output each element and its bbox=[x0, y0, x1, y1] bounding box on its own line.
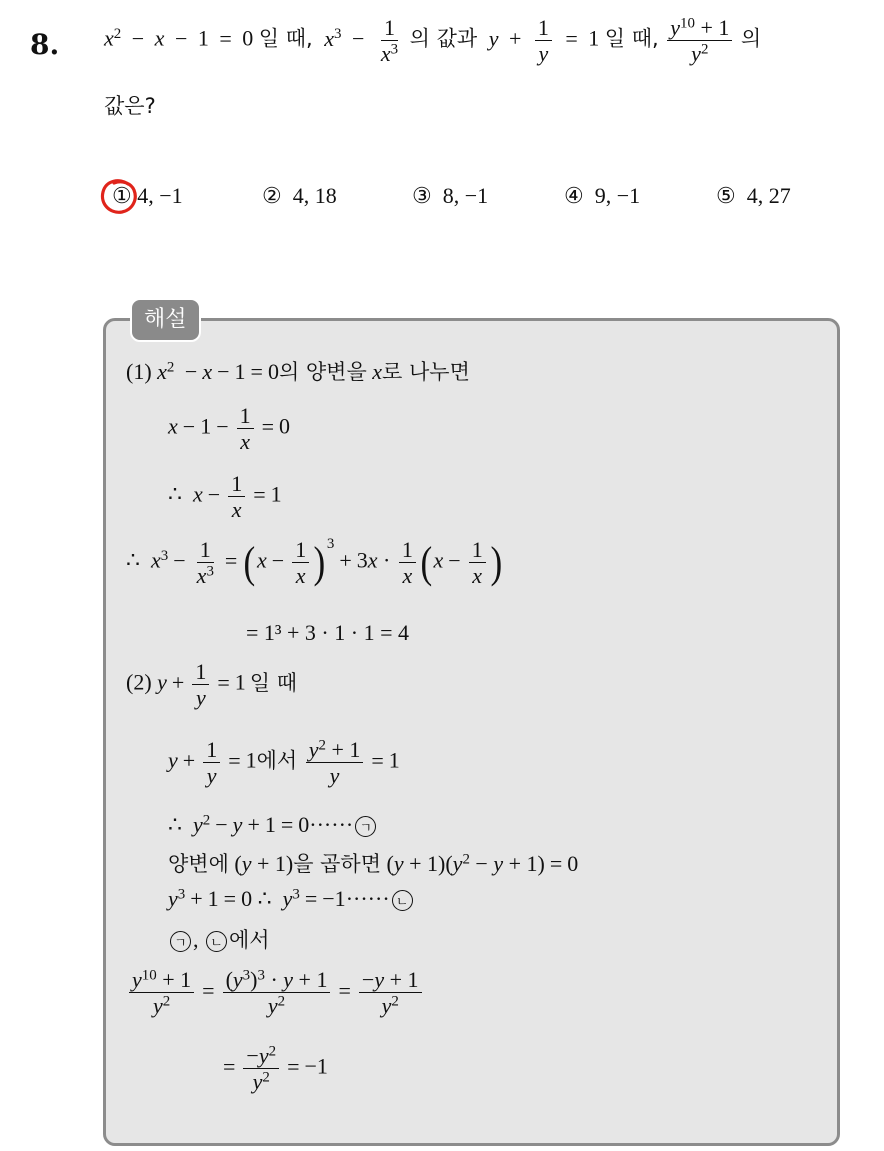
exp-3: 3 bbox=[333, 26, 342, 43]
fraction-1-over-x3: $\frac{1}{x^3}$ bbox=[380, 15, 399, 67]
text-il-ttae: 일 때, bbox=[258, 26, 313, 51]
choice-2[interactable]: ② 4, 18 bbox=[262, 183, 337, 208]
sol-line-7: y + $\frac{1}{y}$ = 1에서 $\frac{y^2 + 1}{y}$ = 1 bbox=[168, 737, 400, 789]
num-0: 0 bbox=[242, 25, 254, 51]
question-line-1 bbox=[104, 16, 761, 65]
question-number: 8. bbox=[30, 28, 60, 61]
text-il-ttae-2: 일 때, bbox=[604, 26, 659, 51]
sol-line-9: 양변에 (y + 1)을 곱하면 $(y + 1)(y^2 - y + 1) = 0$ bbox=[168, 851, 579, 876]
exp-2: 2 bbox=[113, 26, 122, 43]
label-nieun: ㄴ bbox=[392, 890, 413, 911]
sol-line-2: x − 1 − $\frac{1}{x}$ = 0 bbox=[168, 403, 291, 455]
text-ui: 의 bbox=[740, 26, 762, 51]
solution-tab: 해설 bbox=[130, 298, 201, 342]
text-value-and: 의 값과 bbox=[409, 26, 478, 51]
op-minus: − bbox=[351, 25, 365, 51]
num-1: 1 bbox=[588, 25, 600, 51]
fraction-y10-plus-1-over-y2: $\frac{y^{10} + 1}{y^2}$ bbox=[667, 16, 732, 65]
question-line-2: 값은? bbox=[104, 94, 156, 118]
choice-5[interactable]: ⑤ 4, 27 bbox=[716, 183, 791, 208]
fraction-1-over-y: $\frac{1}{y}$ bbox=[535, 16, 552, 65]
sol-line-6: (2) y + $\frac{1}{y}$ = 1 일 때 bbox=[126, 659, 298, 711]
sol-line-5: = 1³ + 3 · 1 · 1 = 4 bbox=[246, 620, 409, 645]
sol-line-3: ∴ x − $\frac{1}{x}$ = 1 bbox=[168, 471, 282, 523]
sol-line-10: $y^3 + 1 = 0$ ∴ $y^3 = -1\cdot\cdot\cdot\cdot\cdot\cdot$ ㄴ bbox=[168, 886, 415, 912]
num-1: 1 bbox=[197, 25, 209, 51]
op-plus: + bbox=[508, 25, 522, 51]
choice-4[interactable]: ④ 9, −1 bbox=[564, 183, 641, 208]
var-x: x bbox=[104, 25, 114, 51]
sol-line-11: ㄱ , ㄴ 에서 bbox=[168, 924, 270, 954]
var-y: y bbox=[488, 25, 499, 51]
op-minus: − bbox=[131, 25, 145, 51]
sol-line-12: $\frac{y^{10} + 1}{y^2}$ = $\frac{(y^3)^3 \cdot y + 1}{y^2}$ = $\frac{-y + 1}{y^2}$ bbox=[126, 968, 425, 1017]
sol-line-13: = $\frac{-y^2}{y^2}$ = −1 bbox=[223, 1043, 328, 1095]
op-minus: − bbox=[174, 25, 188, 51]
sol-line-1: (1) $x^2 - x - 1 = 0$의 양변을 x로 나누면 bbox=[126, 359, 470, 384]
sol-line-8: ∴ $y^2 - y + 1 = 0\cdot\cdot\cdot\cdot\cdot\cdot$ ㄱ bbox=[168, 812, 378, 838]
label-giyeok: ㄱ bbox=[355, 816, 376, 837]
answer-mark-circle bbox=[98, 176, 142, 218]
var-x: x bbox=[154, 25, 165, 51]
choice-3[interactable]: ③ 8, −1 bbox=[412, 183, 489, 208]
var-x: x bbox=[324, 25, 334, 51]
op-eq: = bbox=[219, 25, 232, 51]
sol-line-4: ∴ $x^3$ − $\frac{1}{x^3}$ = (x − $\frac{1}{x}$ )$^3$+ 3x · $\frac{1}{x}$ (x − $\frac{1}{x}$ ) bbox=[126, 536, 502, 589]
choice-1[interactable]: ① 4, −1 bbox=[112, 183, 183, 208]
op-eq: = bbox=[565, 25, 578, 51]
